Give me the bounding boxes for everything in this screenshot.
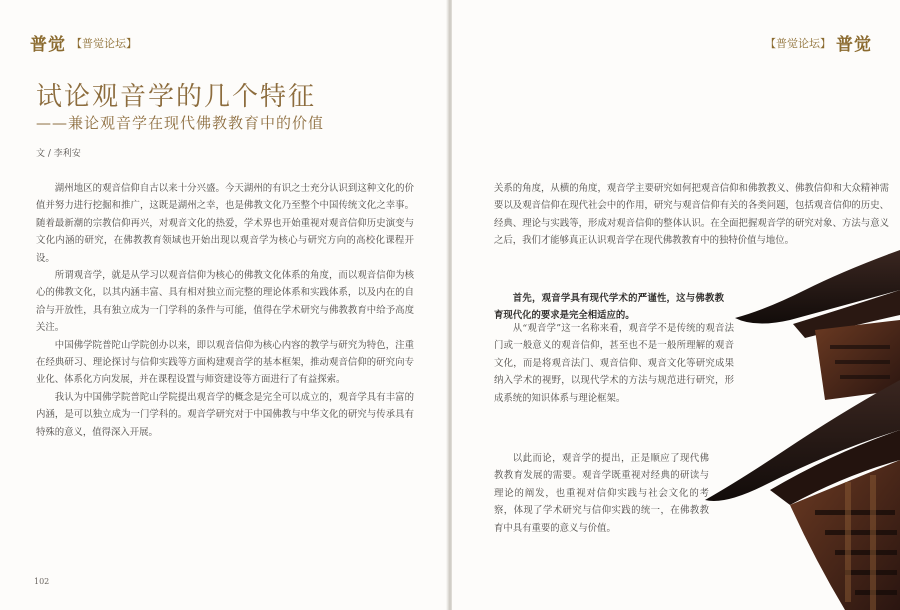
article-subtitle: ——兼论观音学在现代佛教教育中的价值 <box>36 114 325 132</box>
section-label: 【普觉论坛】 <box>71 36 137 50</box>
temple-roof-photo <box>695 250 900 610</box>
paragraph: 以此而论，观音学的提出，正是顺应了现代佛教教育发展的需要。观音学既重视对经典的研读与理论的阐发，也重视对信仰实践与社会文化的考察，体现了学术研究与信仰实践的统一，在佛教教育中具有重要的意义与价值。 <box>494 453 709 534</box>
section-label: 【普觉论坛】 <box>765 36 831 50</box>
paragraph: 湖州地区的观音信仰自古以来十分兴盛。今天湖州的有识之士充分认识到这种文化的价值并努力进行挖掘和推广，这既是湖州之幸，也是佛教文化乃至整个中国传统文化之幸事。随着最新潮的宗教信仰再兴，对观音文化的热爱，学术界也开始重视对观音信仰历史演变与文化内涵的研究，在佛教教育领域也开始出现以观音学为核心与研究方向的高校化课程开设。 <box>36 183 414 264</box>
bold-paragraph: 首先，观音学具有现代学术的严谨性，这与佛教教育现代化的要求是完全相适应的。 <box>494 293 724 322</box>
article-author: 文 / 李利安 <box>36 149 81 159</box>
paragraph: 关系的角度，从横的角度，观音学主要研究如何把观音信仰和佛教教义、佛教信仰和大众精神需要以及观音信仰在现代社会中的作用，研究与观音信仰有关的各类问题，包括观音信仰的历史、经典、理论与实践等，形成对观音信仰的整体认识。在全面把握观音学的研究对象、方法与意义之后，我们才能够真正认识观音学在现代佛教教育中的独特价值与地位。 <box>494 183 889 247</box>
left-page <box>0 0 448 610</box>
paragraph: 我认为中国佛学院普陀山学院提出观音学的概念是完全可以成立的，观音学具有丰富的内涵，是可以独立成为一门学科的。观音学研究对于中国佛教与中华文化的研究与传承具有特殊的意义，值得深入开展。 <box>36 391 414 438</box>
brand-logo: 普觉 <box>30 35 66 55</box>
article-title: 试论观音学的几个特征 <box>36 82 317 112</box>
page-number: 102 <box>34 577 50 586</box>
paragraph: 从“观音学”这一名称来看，观音学不是传统的观音法门或一般意义的观音信仰，甚至也不是一般所理解的观音文化，而是将观音法门、观音信仰、观音文化等研究成果纳入学术的视野，以现代学术的方法与规范进行研究，形成系统的知识体系与理论框架。 <box>494 323 734 404</box>
paragraph: 中国佛学院普陀山学院创办以来，即以观音信仰为核心内容的教学与研究为特色，注重在经典研习、理论探讨与信仰实践等方面构建观音学的基本框架，推动观音信仰的研究向专业化、体系化方向发展，并在课程设置与师资建设等方面进行了有益探索。 <box>36 339 414 386</box>
brand-header-right <box>765 30 872 55</box>
left-body-text <box>36 180 414 575</box>
brand-header-left <box>30 30 137 55</box>
right-page <box>452 0 900 610</box>
brand-logo: 普觉 <box>836 35 872 55</box>
right-paragraph-three <box>494 450 709 600</box>
paragraph: 所谓观音学，就是从学习以观音信仰为核心的佛教文化体系的角度，而以观音信仰为核心的佛教文化，以其内涵丰富、具有相对独立而完整的理论体系和实践体系，以及内在的自洽与开放性，具有独立成为一门学科的条件与可能，值得在学术研究与佛教教育中给予高度关注。 <box>36 270 414 334</box>
